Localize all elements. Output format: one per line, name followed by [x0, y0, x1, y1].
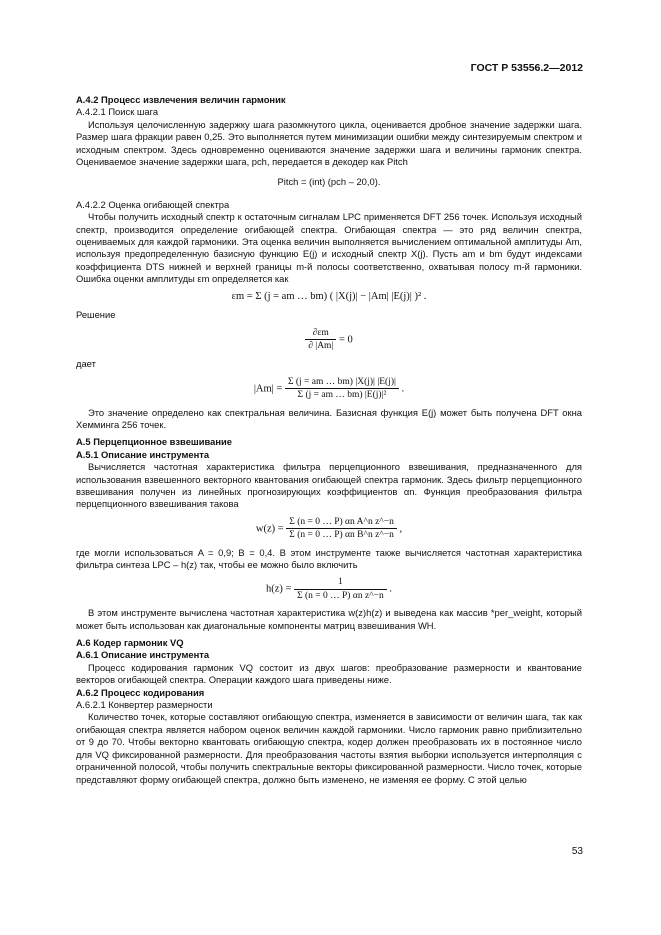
page-number: 53	[571, 846, 583, 857]
derivative-fraction	[305, 327, 336, 353]
derivative-denominator: ∂ |Am|	[308, 340, 334, 351]
section-a421-paragraph: Используя целочисленную задержку шага разомкнутого цикла, оценивается дробное значение задержки шага. Размер шага фракции равен 0,25. Это выполняется путем минимизации ошибки между синтезируемым спектром и исходным спектром. Здесь одновременно оцениваются значение задержки шага и величины гармоник спектра. Оцениваемое значение задержки шага, pch, передается в декодер как Pitch	[76, 118, 582, 168]
derivative-equals: = 0	[338, 333, 353, 345]
weighting-fraction	[286, 516, 397, 542]
section-a42-title: А.4.2 Процесс извлечения величин гармоник	[76, 94, 286, 105]
section-a421-title: А.4.2.1 Поиск шага	[76, 106, 159, 118]
formula-weighting	[76, 516, 582, 542]
formula-amplitude	[76, 376, 582, 402]
synthesis-end: .	[389, 583, 392, 595]
document-header: ГОСТ Р 53556.2—2012	[470, 62, 583, 74]
derivative-numerator: ∂εm	[305, 327, 336, 340]
section-a621-paragraph: Количество точек, которые составляют огибающую спектра, изменяется в зависимости от величин шага, так как огибающая спектра является набором оценок величин каждой гармоники. Число гармоник равно приблизительно от 9 до 70. Чтобы векторно квантовать огибающую спектра, кодер должен преобразовать их в постоянное число для VQ фиксированной размерности. Для преобразования частоты взятия выборки используется интерполяция с ограниченной полосой, чтобы получить спектральные векторы фиксированной размерности. Число точек, которые представляют форму огибающей спектра, должно быть изменено, не изменяя ее форму. С этой целью	[76, 711, 582, 785]
amplitude-left: |Am| =	[253, 383, 283, 395]
page-content	[76, 94, 582, 786]
section-a51-paragraph-3: В этом инструменте вычислена частотная характеристика w(z)h(z) и выведена как массив *per_weight, который может быть использован как диагональные компоненты матриц взвешивания WH.	[76, 607, 582, 631]
section-a5-title: А.5 Перцепционное взвешивание	[76, 436, 232, 448]
section-a61-paragraph: Процесс кодирования гармоник VQ состоит из двух шагов: преобразование размерности и квантование векторов огибающей спектра. Операции каждого шага приведены ниже.	[76, 661, 582, 686]
formula-derivative	[76, 327, 582, 353]
formula-epsilon: εm = Σ (j = am … bm) ( |X(j)| − |Am| |E(j)| )² .	[231, 290, 427, 302]
synthesis-denominator: Σ (n = 0 … P) αn z^−n	[297, 590, 384, 601]
weighting-numerator: Σ (n = 0 … P) αn A^n z^−n	[286, 516, 397, 529]
label-solution: Решение	[76, 309, 116, 321]
amplitude-fraction	[285, 376, 399, 402]
weighting-end: ,	[399, 523, 403, 535]
section-a422-title: А.4.2.2 Оценка огибающей спектра	[76, 198, 230, 210]
section-a61-title: А.6.1 Описание инструмента	[76, 649, 210, 661]
amplitude-denominator: Σ (j = am … bm) |E(j)|²	[297, 390, 387, 401]
synthesis-numerator: 1	[294, 576, 387, 589]
formula-synthesis	[76, 576, 582, 602]
synthesis-left: h(z) =	[266, 583, 292, 595]
section-a422-paragraph: Чтобы получить исходный спектр к остаточным сигналам LPC применяется DFT 256 точек. Используя исходный спектр, производится определение огибающей спектра. Огибающая спектра — это ряд величин спектра, оцениваемых для каждой гармоники. Эта оценка величин выполняется вычислением оптимальной амплитуды Am, используя предопределенную базисную функцию E(j) и исходный спектр X(j). Пусть am и bm будут индексами коэффициента DTS нижней и верхней границы m-й полосы соответственно, охватывая полосу m-й гармоники. Ошибка оценки амплитуды εm определяется как	[76, 211, 582, 285]
section-a6-title: А.6 Кодер гармоник VQ	[76, 637, 184, 649]
section-a621-title: А.6.2.1 Конвертер размерности	[76, 699, 213, 711]
section-a51-paragraph-2: где могли использоваться A = 0,9; B = 0,4. В этом инструменте также вычисляется частотная характеристика фильтра синтеза LPC – h(z) так, чтобы ее можно было включить	[76, 546, 582, 570]
synthesis-fraction	[294, 576, 387, 602]
amplitude-end: .	[401, 383, 405, 395]
section-a62-title: А.6.2 Процесс кодирования	[76, 686, 205, 698]
amplitude-numerator: Σ (j = am … bm) |X(j)| |E(j)|	[285, 376, 399, 389]
formula-pitch: Pitch = (int) (pch – 20,0).	[277, 176, 381, 188]
label-gives: дает	[76, 358, 96, 370]
section-a422-closing-paragraph: Это значение определено как спектральная величина. Базисная функция E(j) может быть получена DFT окна Хемминга 256 точек.	[76, 406, 582, 430]
weighting-left: w(z) =	[255, 523, 284, 535]
section-a51-paragraph: Вычисляется частотная характеристика фильтра перцепционного взвешивания, предназначенного для использования взвешенного векторного квантования огибающей спектра гармоник. Здесь фильтр перцепционного взвешивания получен из линейных прогнозирующих коэффициентов αn. Функция преобразования фильтра перцепционного взвешивания такова	[76, 461, 582, 510]
weighting-denominator: Σ (n = 0 … P) αn B^n z^−n	[289, 530, 394, 541]
section-a51-title: А.5.1 Описание инструмента	[76, 448, 210, 460]
